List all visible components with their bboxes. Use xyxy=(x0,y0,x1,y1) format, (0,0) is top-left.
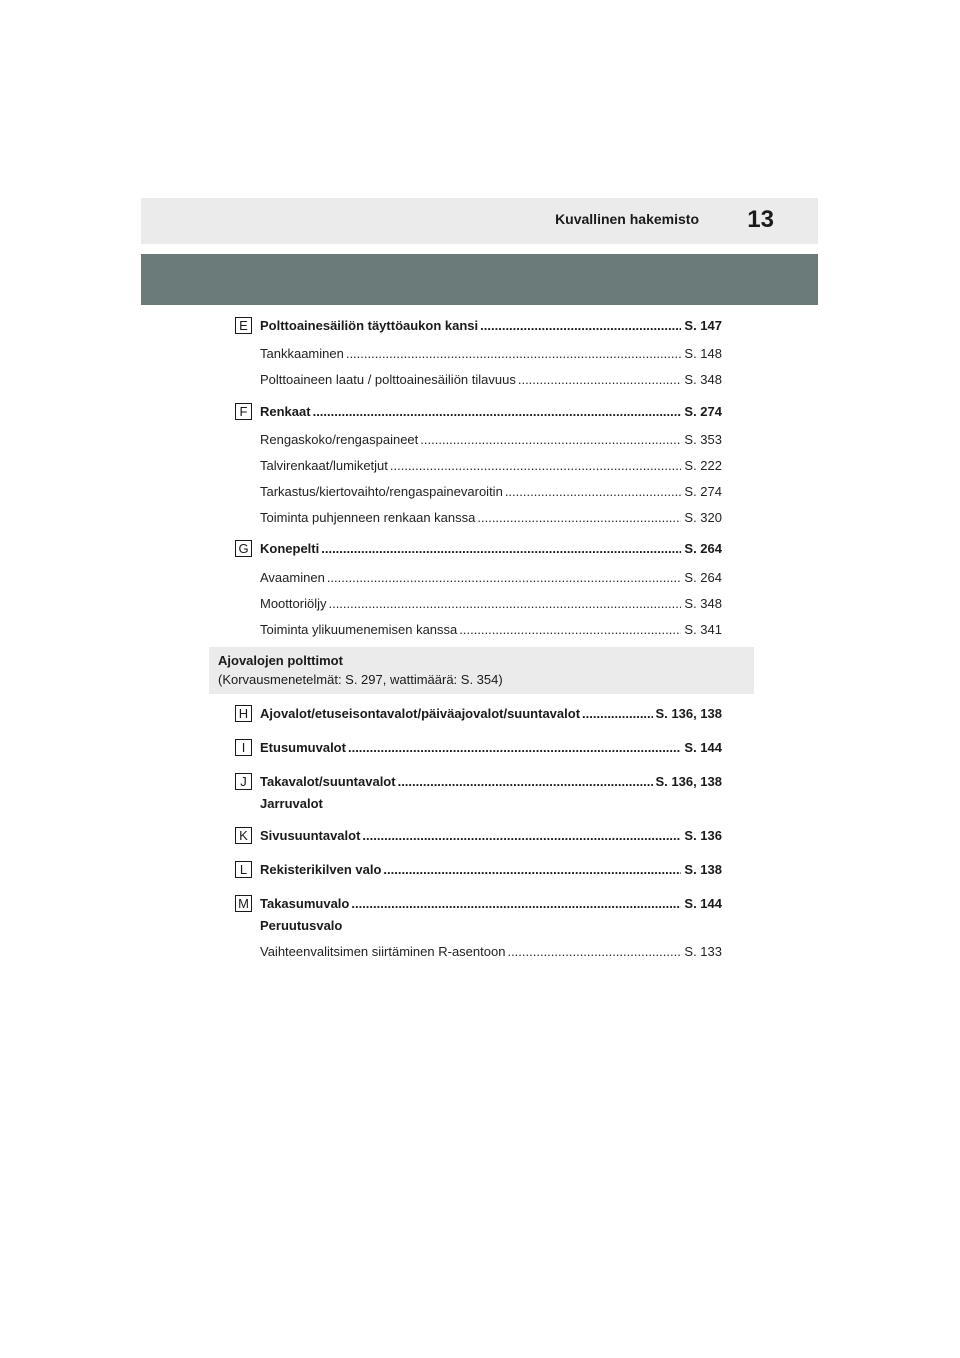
entry-page: S. 136, 138 xyxy=(655,706,722,721)
entry-label: Toiminta ylikuumenemisen kanssa xyxy=(260,622,458,637)
entry-label: Rengaskoko/rengaspaineet xyxy=(260,432,419,447)
entry-label: Avaaminen xyxy=(260,570,325,585)
entry-label: Ajovalot/etuseisontavalot/päiväajovalot/suuntavalot xyxy=(260,706,581,721)
index-entry[interactable] xyxy=(260,859,722,881)
entry-label: Moottoriöljy xyxy=(260,596,327,611)
page-header xyxy=(141,198,818,244)
entry-label: Toiminta puhjenneen renkaan kanssa xyxy=(260,510,476,525)
entry-page: S. 133 xyxy=(684,944,722,959)
entry-label: Konepelti xyxy=(260,541,320,556)
index-entry[interactable] xyxy=(260,825,722,847)
index-subentry[interactable] xyxy=(260,619,722,641)
index-subentry[interactable] xyxy=(260,455,722,477)
entry-label: Etusumuvalot xyxy=(260,740,346,755)
entry-label: Tankkaaminen xyxy=(260,346,344,361)
entry-label: Renkaat xyxy=(260,404,311,419)
index-entry[interactable] xyxy=(260,737,722,759)
entry-page: S. 148 xyxy=(684,346,722,361)
index-subentry[interactable] xyxy=(260,429,722,451)
section-letter-e: E xyxy=(235,317,252,334)
entry-label: Tarkastus/kiertovaihto/rengaspainevaroitin xyxy=(260,484,503,499)
index-subentry[interactable] xyxy=(260,567,722,589)
index-entry[interactable] xyxy=(260,401,722,423)
section-letter-h: H xyxy=(235,705,252,722)
entry-page: S. 353 xyxy=(684,432,722,447)
page-number: 13 xyxy=(747,206,774,233)
entry-extra-label: Jarruvalot xyxy=(260,796,323,811)
entry-page: S. 136, 138 xyxy=(655,774,722,789)
header-title: Kuvallinen hakemisto xyxy=(555,211,699,227)
index-entry[interactable] xyxy=(260,538,722,560)
entry-label: Polttoaineen laatu / polttoainesäiliön tilavuus xyxy=(260,372,516,387)
section-letter-k: K xyxy=(235,827,252,844)
index-subentry[interactable] xyxy=(260,369,722,391)
entry-extra-label: Peruutusvalo xyxy=(260,918,343,933)
entry-page: S. 222 xyxy=(684,458,722,473)
entry-label: Polttoainesäiliön täyttöaukon kansi xyxy=(260,318,479,333)
entry-page: S. 138 xyxy=(684,862,722,877)
section-letter-f: F xyxy=(235,403,252,420)
index-entry[interactable] xyxy=(260,771,722,793)
entry-label: Takavalot/suuntavalot xyxy=(260,774,396,789)
entry-page: S. 264 xyxy=(684,570,722,585)
entry-page: S. 144 xyxy=(684,740,722,755)
header-band xyxy=(141,254,818,305)
entry-page: S. 274 xyxy=(684,404,722,419)
entry-label: Sivusuuntavalot xyxy=(260,828,361,843)
entry-label: Rekisterikilven valo xyxy=(260,862,382,877)
entry-page: S. 348 xyxy=(684,372,722,387)
index-entry[interactable] xyxy=(260,703,722,725)
entry-page: S. 320 xyxy=(684,510,722,525)
section-letter-m: M xyxy=(235,895,252,912)
section-letter-j: J xyxy=(235,773,252,790)
section-letter-l: L xyxy=(235,861,252,878)
entry-page: S. 348 xyxy=(684,596,722,611)
entry-label: Talvirenkaat/lumiketjut xyxy=(260,458,388,473)
index-subentry[interactable] xyxy=(260,481,722,503)
bulbs-info-box xyxy=(209,647,754,694)
entry-page: S. 341 xyxy=(684,622,722,637)
entry-page: S. 264 xyxy=(684,541,722,556)
bulbs-box-subtitle: (Korvausmenetelmät: S. 297, wattimäärä: S. 354) xyxy=(218,672,503,687)
entry-label: Takasumuvalo xyxy=(260,896,350,911)
index-entry[interactable] xyxy=(260,315,722,337)
section-letter-i: I xyxy=(235,739,252,756)
entry-page: S. 144 xyxy=(684,896,722,911)
index-subentry[interactable] xyxy=(260,941,722,963)
entry-page: S. 274 xyxy=(684,484,722,499)
entry-page: S. 147 xyxy=(684,318,722,333)
index-subentry[interactable] xyxy=(260,507,722,529)
entry-page: S. 136 xyxy=(684,828,722,843)
index-subentry[interactable] xyxy=(260,593,722,615)
bulbs-box-title: Ajovalojen polttimot xyxy=(218,653,343,668)
index-subentry[interactable] xyxy=(260,343,722,365)
section-letter-g: G xyxy=(235,540,252,557)
entry-label: Vaihteenvalitsimen siirtäminen R-asentoon xyxy=(260,944,506,959)
index-entry[interactable] xyxy=(260,893,722,915)
